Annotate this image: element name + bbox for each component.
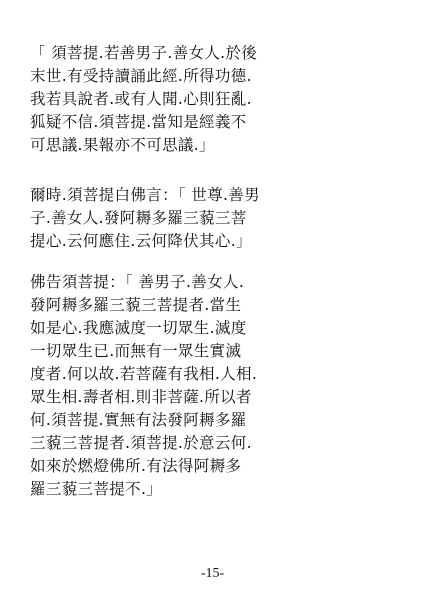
paragraph-1 (30, 42, 402, 157)
text-line: 如來於燃燈佛所.有法得阿耨多 (30, 457, 242, 475)
text-line: 「 須菩提.若善男子.善女人.於後 (30, 44, 258, 62)
text-line: 如是心.我應滅度一切眾生.滅度 (30, 319, 247, 337)
page-number: -15- (200, 566, 225, 581)
text-line: 發阿耨多羅三藐三菩提者.當生 (30, 296, 242, 314)
text-line: 羅三藐三菩提不.」 (30, 480, 163, 498)
paragraph-3 (30, 271, 402, 501)
paragraph-2 (30, 184, 402, 253)
text-line: 狐疑不信.須菩提.當知是經義不 (30, 113, 247, 131)
text-line: 佛告須菩提：「 善男子.善女人. (30, 273, 245, 291)
text-line: 度者.何以故.若菩薩有我相.人相. (30, 365, 258, 383)
text-line: 提心.云何應住.云何降伏其心.」 (30, 232, 252, 250)
text-line: 爾時.須菩提白佛言：「 世尊.善男 (30, 186, 260, 204)
text-line: 末世.有受持讀誦此經.所得功德. (30, 67, 252, 85)
text-line: 何.須菩提.實無有法發阿耨多羅 (30, 411, 247, 429)
text-line: 子.善女人.發阿耨多羅三藐三菩 (30, 209, 247, 227)
text-line: 眾生相.壽者相.則非菩薩.所以者 (30, 388, 252, 406)
text-line: 我若具說者.或有人聞.心則狂亂. (30, 90, 252, 108)
text-line: 可思議.果報亦不可思議.」 (30, 136, 215, 154)
text-line: 三藐三菩提者.須菩提.於意云何. (30, 434, 252, 452)
text-line: 一切眾生已.而無有一眾生實滅 (30, 342, 242, 360)
